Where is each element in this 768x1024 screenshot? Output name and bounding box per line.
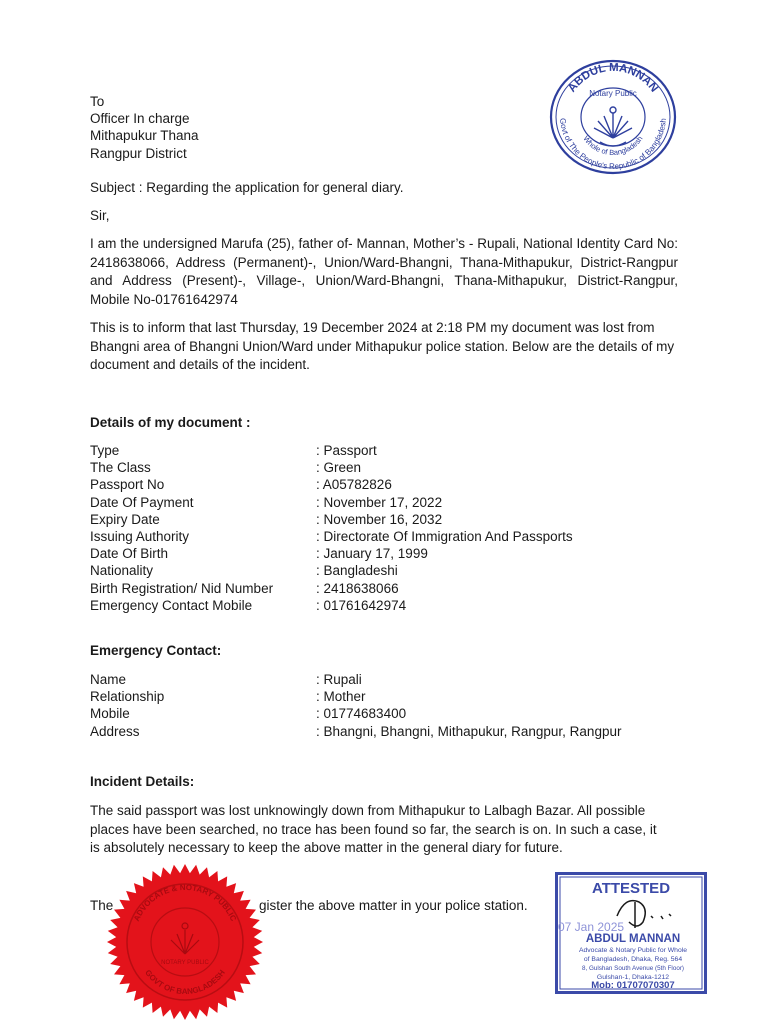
- detail-label: Passport No: [90, 477, 165, 493]
- detail-value: : Green: [316, 460, 362, 476]
- signature-icon: [617, 901, 671, 928]
- detail-label: Date Of Payment: [90, 494, 194, 510]
- detail-value: : January 17, 1999: [316, 546, 428, 562]
- detail-row: [90, 476, 690, 493]
- recipient-line-to: To: [90, 94, 105, 109]
- detail-label: Expiry Date: [90, 511, 160, 527]
- recipient-line-thana: Mithapukur Thana: [90, 128, 199, 143]
- detail-row: [90, 442, 690, 459]
- contact-value: : Bhangni, Bhangni, Mithapukur, Rangpur, Rangpur: [316, 723, 622, 739]
- seal-govt-path: Govt of The People's Republic of Bangladesh: [557, 117, 668, 172]
- contact-row: [90, 688, 690, 705]
- red-seal-top-path: ADVOCATE & NOTARY PUBLIC: [132, 882, 238, 923]
- attested-line-4: Gulshan-1, Dhaka-1212: [596, 974, 670, 981]
- closing-text-left: The: [90, 898, 114, 913]
- detail-value: : A05782826: [316, 477, 392, 493]
- contact-row: [90, 705, 690, 722]
- incident-heading: Incident Details:: [90, 774, 195, 789]
- contact-label: Address: [90, 723, 140, 739]
- red-seal-bottom-path: GOVT OF BANGLADESH: [143, 968, 227, 997]
- emergency-contact-heading: Emergency Contact:: [90, 643, 222, 658]
- seal-jurisdiction-path: Whole of Bangladesh: [581, 134, 645, 158]
- contact-label: Name: [90, 672, 127, 687]
- detail-label: Issuing Authority: [90, 528, 190, 544]
- detail-row: [90, 562, 690, 579]
- emergency-contact-table: [90, 671, 690, 740]
- attested-date: 07 Jan 2025: [558, 920, 625, 934]
- detail-value: : 01761642974: [316, 597, 407, 613]
- contact-row: [90, 671, 690, 688]
- detail-label: Nationality: [90, 563, 154, 579]
- inform-paragraph: This is to inform that last Thursday, 19 December 2024 at 2:18 PM my document was lost from Bhangni area of Bhangni Union/Ward under Mithapukur police station. Below are the details of my document and details of the incident.: [90, 320, 675, 372]
- detail-row: [90, 580, 690, 597]
- detail-value: : November 17, 2022: [316, 494, 443, 510]
- attested-name: ABDUL MANNAN: [585, 933, 681, 945]
- attested-stamp: [555, 872, 707, 994]
- attested-line-3: 8, Gulshan South Avenue (5th Floor): [581, 965, 685, 972]
- recipient-line-officer: Officer In charge: [90, 111, 190, 126]
- detail-value: : 2418638066: [316, 580, 399, 596]
- contact-label: Mobile: [90, 706, 130, 722]
- contact-value: : 01774683400: [316, 706, 407, 722]
- attested-mobile: Mob: 01707070307: [591, 980, 675, 991]
- recipient-line-district: Rangpur District: [90, 146, 187, 161]
- detail-row: [90, 545, 690, 562]
- incident-paragraph: The said passport was lost unknowingly down from Mithapukur to Lalbagh Bazar. All possible places have been searched, no trace has been found so far, the search is on. In such a case, it is absolutely necessary to keep the above matter in the general diary for future.: [90, 803, 657, 855]
- seal-title: Notary Public: [589, 89, 637, 98]
- detail-label: Emergency Contact Mobile: [90, 597, 253, 613]
- detail-row: [90, 459, 690, 476]
- detail-value: : Directorate Of Immigration And Passports: [316, 528, 573, 544]
- salutation: Sir,: [90, 208, 110, 223]
- subject-line: Subject : Regarding the application for general diary.: [90, 180, 404, 195]
- seal-emblem-icon: [594, 107, 632, 146]
- document-details-heading: Details of my document :: [90, 415, 251, 430]
- detail-row: [90, 494, 690, 511]
- contact-row: [90, 723, 690, 740]
- red-seal-stamp: [105, 860, 265, 1024]
- attested-line-1: Advocate & Notary Public for Whole: [578, 947, 688, 954]
- attested-line-2: of Bangladesh, Dhaka, Reg. 564: [583, 956, 683, 963]
- detail-label: Birth Registration/ Nid Number: [90, 580, 274, 596]
- detail-label: Date Of Birth: [90, 546, 169, 562]
- document-details-table: [90, 442, 690, 614]
- closing-text-right: gister the above matter in your police station.: [259, 898, 528, 913]
- detail-value: : November 16, 2032: [316, 511, 443, 527]
- detail-row: [90, 528, 690, 545]
- detail-row: [90, 597, 690, 614]
- detail-row: [90, 511, 690, 528]
- detail-value: : Passport: [316, 443, 377, 458]
- notary-seal-stamp: [548, 58, 678, 176]
- seal-name-path: ABDUL MANNAN: [565, 61, 661, 95]
- contact-value: : Rupali: [316, 672, 362, 687]
- attested-heading: ATTESTED: [591, 880, 671, 897]
- intro-paragraph: I am the undersigned Marufa (25), father of- Mannan, Mother’s - Rupali, National Identity Card No: 2418638066, Address (Permanent)-, Union/Ward-Bhangni, Thana-Mithapukur, District-Rangpur and Address (Present)-, Village-, Union/Ward-Bhangni, Thana-Mithapukur, District-Rangpur, Mobile No-01761642974: [90, 236, 678, 307]
- red-seal-inner-text: NOTARY PUBLIC: [161, 960, 209, 966]
- contact-value: : Mother: [316, 689, 366, 705]
- detail-label: The Class: [90, 460, 151, 476]
- contact-label: Relationship: [90, 689, 165, 705]
- detail-value: : Bangladeshi: [316, 563, 398, 579]
- detail-label: Type: [90, 443, 120, 458]
